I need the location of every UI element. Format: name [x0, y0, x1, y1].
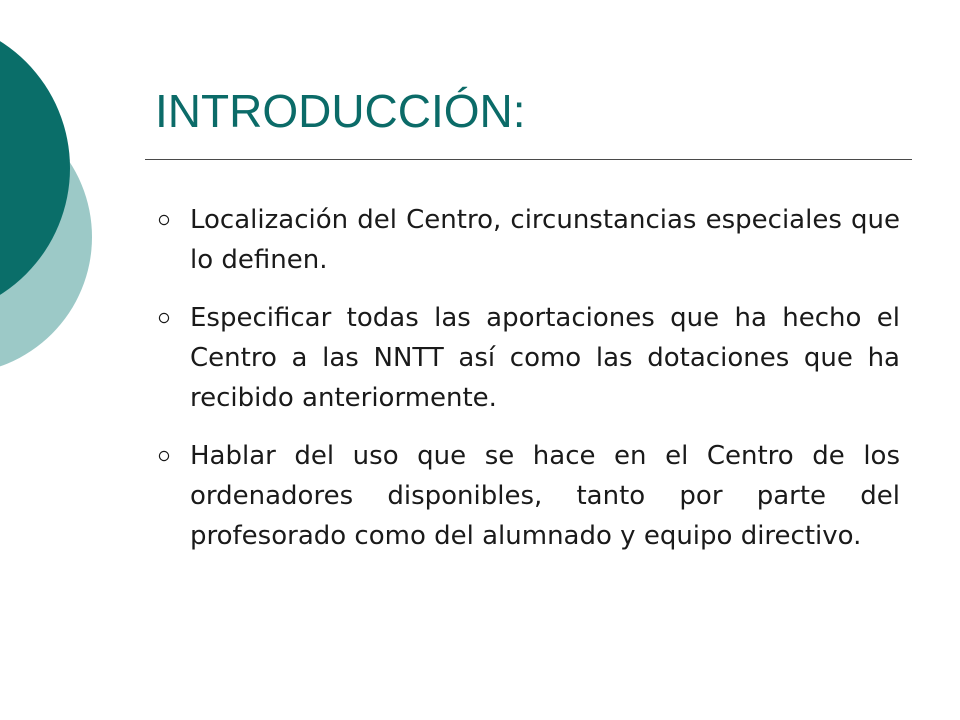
bullet-text: Hablar del uso que se hace en el Centro de los ordenadores disponibles, tanto por parte del profesorado como del alumnado y equipo directivo. — [190, 441, 900, 551]
slide-title: INTRODUCCIÓN: — [155, 85, 526, 137]
bullet-list — [155, 200, 900, 574]
hollow-circle-bullet-icon — [158, 450, 170, 462]
bullet-text: Localización del Centro, circunstancias especiales que lo definen. — [190, 205, 900, 275]
bullet-item-contributions — [155, 298, 900, 418]
hollow-circle-bullet-icon — [158, 214, 170, 226]
bullet-item-location — [155, 200, 900, 280]
title-underline — [145, 159, 912, 160]
bullet-text: Especificar todas las aportaciones que ha hecho el Centro a las NNTT así como las dotaciones que ha recibido anteriormente. — [190, 303, 900, 413]
decorative-circles — [0, 0, 120, 400]
hollow-circle-bullet-icon — [158, 312, 170, 324]
bullet-item-computer-usage — [155, 436, 900, 556]
